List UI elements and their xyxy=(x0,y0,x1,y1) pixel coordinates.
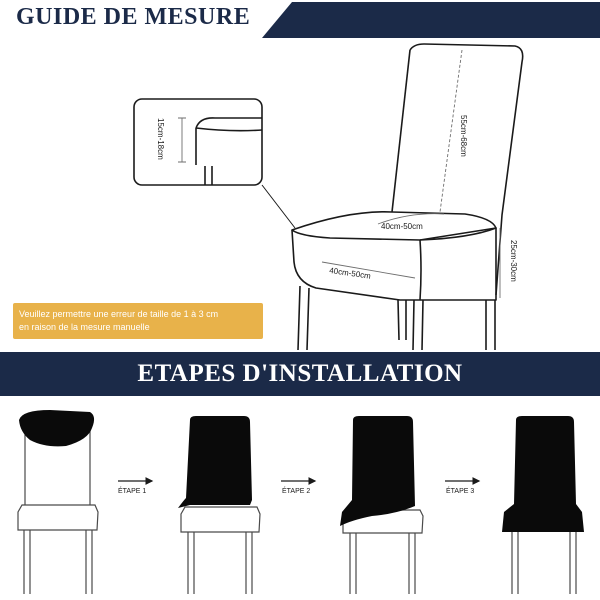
backrest-front-edge xyxy=(392,50,410,212)
skirt-height-label: 25cm-30cm xyxy=(509,240,518,282)
chair-0-seat xyxy=(18,505,98,530)
backrest-outline xyxy=(410,44,523,295)
edge-height-line xyxy=(178,118,186,162)
installation-steps-diagram xyxy=(0,396,600,600)
detail-leg xyxy=(205,166,212,185)
page-title: GUIDE DE MESURE xyxy=(16,4,251,30)
seat-depth-label: 40cm-50cm xyxy=(381,222,423,231)
chair-2-cover xyxy=(340,416,415,526)
chair-0-legs xyxy=(24,530,92,594)
seat-width-label: 40cm-50cm xyxy=(328,266,372,281)
backrest-height-label: 55cm-68cm xyxy=(459,115,468,157)
chair-1-legs xyxy=(188,532,252,594)
front-left-leg xyxy=(298,286,309,350)
chair-1-cover xyxy=(178,416,252,508)
chair-step-3 xyxy=(502,416,584,594)
seat-side-skirt xyxy=(420,228,496,300)
step-2-label: ÉTAPE 2 xyxy=(282,488,311,495)
tolerance-note-line2: en raison de la mesure manuelle xyxy=(19,322,150,332)
front-right-leg xyxy=(413,300,423,350)
step-1-label: ÉTAPE 1 xyxy=(118,488,147,495)
seat-front-skirt xyxy=(292,230,421,300)
tolerance-note-line1: Veuillez permettre une erreur de taille de 1 à 3 cm xyxy=(19,309,219,319)
chair-2-legs xyxy=(350,533,415,594)
tolerance-note xyxy=(13,303,263,339)
chair-3-cover xyxy=(502,416,584,532)
detail-seat-edge xyxy=(196,118,262,165)
detail-callout-frame xyxy=(134,99,262,185)
chair-step-1 xyxy=(178,416,260,594)
back-left-leg xyxy=(398,300,406,340)
chair-step-2 xyxy=(340,416,423,594)
edge-height-label: 15cm-18cm xyxy=(156,118,165,160)
step-3-label: ÉTAPE 3 xyxy=(446,488,475,495)
chair-1-seat xyxy=(181,507,260,532)
back-right-leg xyxy=(486,300,495,350)
chair-step-0 xyxy=(18,410,98,594)
callout-pointer xyxy=(262,185,295,228)
installation-title: ETAPES D'INSTALLATION xyxy=(137,360,463,387)
chair-3-legs xyxy=(512,532,576,594)
